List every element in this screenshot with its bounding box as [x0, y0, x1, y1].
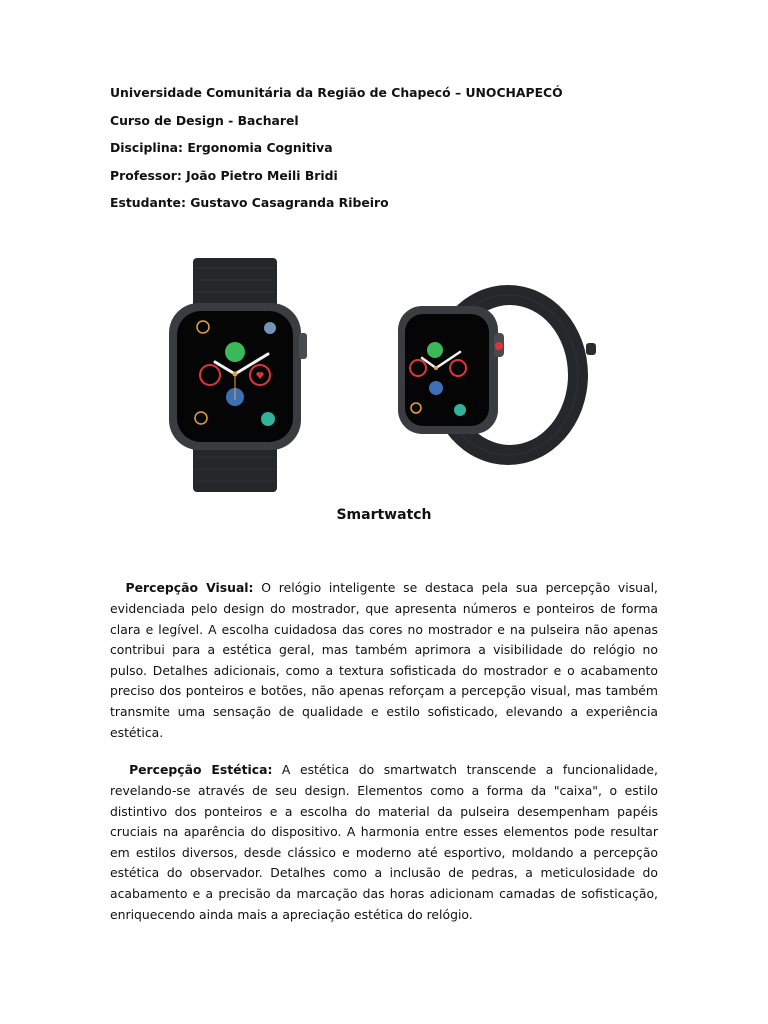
- smartwatch-image: [160, 250, 610, 500]
- crown-accent: [495, 342, 503, 350]
- section-aesthetic-perception: [110, 760, 658, 925]
- watch-screen-angled: [405, 314, 489, 426]
- university-line: Universidade Comunitária da Região de Chapecó – UNOCHAPECÓ: [110, 85, 563, 100]
- section-body: O relógio inteligente se destaca pela sua percepção visual, evidenciada pelo design do mostrador, que apresenta números e ponteiros de forma clara e legível. A escolha cuidadosa das cores no mostrador e na pulseira não apenas contribui para a estética geral, mas também aprimora a visibilidade do relógio no pulso. Detalhes adicionais, como a textura sofisticada do mostrador e o acabamento preciso dos ponteiros e botões, não apenas reforçam a percepção visual, mas também transmite uma sensação de qualidade e estilo sofisticado, elevando a experiência estética.: [110, 580, 658, 740]
- course-line: Curso de Design - Bacharel: [110, 112, 299, 128]
- discipline-line: Disciplina: Ergonomia Cognitiva: [110, 140, 333, 155]
- section-lead: Percepção Estética:: [129, 762, 273, 778]
- smartwatch-figure: [160, 250, 610, 500]
- section-lead: Percepção Visual:: [125, 580, 254, 596]
- section-body: A estética do smartwatch transcende a funcionalidade, revelando-se através de seu design. Elementos como a forma da "caixa", o estilo distintivo dos ponteiros e a escolha do material da pulseira desempenham papéis cruciais na aparência do dispositivo. A harmonia entre esses elementos pode resultar em estilos diversos, desde clássico e moderno até esportivo, moldando a percepção estética do observador. Detalhes como a inclusão de pedras, a meticulosidade do acabamento e a precisão da marcação das horas adicionam camadas de sofisticação, enriquecendo ainda mais a apreciação estética do relógio.: [110, 762, 658, 922]
- breathe-icon: [261, 412, 275, 426]
- digital-crown: [299, 333, 307, 359]
- professor-line: Professor: João Pietro Meili Bridi: [110, 167, 338, 183]
- section-visual-perception: [110, 578, 658, 743]
- activity-icon: [225, 342, 245, 362]
- watch-angled: [398, 285, 596, 465]
- student-line: Estudante: Gustavo Casagranda Ribeiro: [110, 195, 389, 210]
- header-block: [110, 84, 670, 222]
- figure-caption: Smartwatch: [336, 507, 432, 523]
- weather-icon: [264, 322, 276, 334]
- watch-front: [169, 258, 307, 492]
